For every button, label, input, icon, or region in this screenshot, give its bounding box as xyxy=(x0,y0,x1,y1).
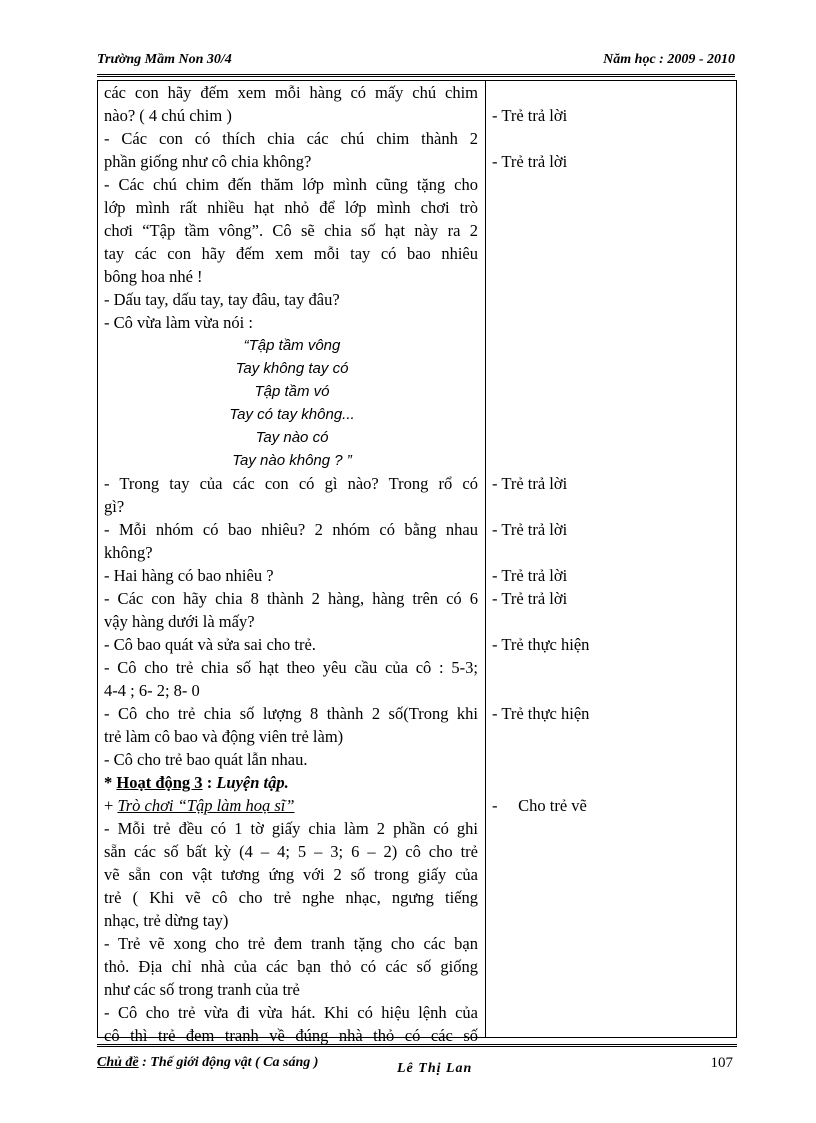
poem-line: “Tập tầm vông xyxy=(243,337,341,354)
text-line: trẻ ( Khi vẽ cô cho trẻ nghe nhạc, ngưng tiếng xyxy=(104,888,478,907)
child-response: - Trẻ trả lời xyxy=(492,106,568,125)
teacher-activities-column xyxy=(98,81,486,1045)
heading-name: Luyện tập. xyxy=(216,773,289,792)
text-line: chơi “Tập tầm vông”. Cô sẽ chia số hạt này ra 2 xyxy=(104,221,478,240)
child-response: - Trẻ trả lời xyxy=(492,520,568,539)
text-line: - Cô bao quát và sửa sai cho trẻ. xyxy=(104,635,316,654)
text-line: - Hai hàng có bao nhiêu ? xyxy=(104,566,274,585)
text-line: vẽ sẵn con vật tương ứng với 2 số trong giấy của xyxy=(104,865,478,884)
text-line: phần giống như cô chia không? xyxy=(104,152,312,171)
page-number: 107 xyxy=(710,1055,733,1071)
page-header xyxy=(97,50,735,77)
poem-line: Tay có tay không... xyxy=(229,406,355,423)
poem-line: Tập tầm vó xyxy=(254,383,330,400)
text-line: không? xyxy=(104,543,153,562)
text-line: các con hãy đếm xem mỗi hàng có mấy chú chim xyxy=(104,83,478,102)
text-line: - Các con có thích chia các chú chim thành 2 xyxy=(104,129,478,148)
text-line: - Cô cho trẻ chia số lượng 8 thành 2 số(Trong khi xyxy=(104,704,478,723)
text-line: cô thì trẻ đem tranh về đúng nhà thỏ có các số xyxy=(104,1026,478,1045)
child-response: - Trẻ thực hiện xyxy=(492,635,590,654)
topic-text: : Thế giới động vật ( Ca sáng ) xyxy=(138,1055,319,1070)
child-response: - Trẻ trả lời xyxy=(492,474,568,493)
school-name: Trường Mầm Non 30/4 xyxy=(97,52,232,67)
child-activities-column xyxy=(486,81,736,1037)
text-line: - Cô cho trẻ bao quát lẫn nhau. xyxy=(104,750,308,769)
text-line: - Mỗi nhóm có bao nhiêu? 2 nhóm có bằng nhau xyxy=(104,520,478,539)
text-line: gì? xyxy=(104,497,125,516)
child-response: - Trẻ trả lời xyxy=(492,152,568,171)
heading-colon: : xyxy=(202,773,217,792)
text-line: - Các con hãy chia 8 thành 2 hàng, hàng trên có 6 xyxy=(104,589,478,608)
child-response: - Trẻ trả lời xyxy=(492,566,568,585)
text-line: - Cô vừa làm vừa nói : xyxy=(104,313,253,332)
poem-line: Tay nào có xyxy=(255,429,329,446)
text-line: tay các con hãy đếm xem mỗi tay có bao nhiêu xyxy=(104,244,478,263)
game-title-line xyxy=(104,794,295,817)
school-year: Năm học : 2009 - 2010 xyxy=(603,52,735,67)
text-line: như các số trong tranh của trẻ xyxy=(104,980,300,999)
text-line: nhạc, trẻ dừng tay) xyxy=(104,911,229,930)
text-line: - Cô cho trẻ vừa đi vừa hát. Khi có hiệu lệnh của xyxy=(104,1003,478,1022)
child-response: - Trẻ thực hiện xyxy=(492,704,590,723)
text-line: trẻ làm cô bao và động viên trẻ làm) xyxy=(104,727,344,746)
activity-3-heading xyxy=(104,771,289,794)
poem-line: Tay không tay có xyxy=(235,360,349,377)
child-response: - Cho trẻ vẽ xyxy=(492,796,587,815)
page-footer xyxy=(97,1044,737,1081)
text-line: - Dấu tay, dấu tay, tay đâu, tay đâu? xyxy=(104,290,340,309)
text-line: - Các chú chim đến thăm lớp mình cũng tặng cho xyxy=(104,175,478,194)
poem-line: Tay nào không ? ” xyxy=(232,452,352,469)
text-line: sẵn các số bất kỳ (4 – 4; 5 – 3; 6 – 2) cô cho trẻ xyxy=(104,842,478,861)
heading-star: * xyxy=(104,773,117,792)
heading-title: Hoạt động 3 xyxy=(116,773,203,792)
text-line: lớp mình rất nhiều hạt nhỏ để lớp mình chơi trò xyxy=(104,198,478,217)
text-line: - Cô cho trẻ chia số hạt theo yêu cầu của cô : 5-3; xyxy=(104,658,478,677)
game-title: Trò chơi “Tập làm hoạ sĩ” xyxy=(117,796,295,815)
author-name: Lê Thị Lan xyxy=(397,1061,473,1076)
child-response: - Trẻ trả lời xyxy=(492,589,568,608)
text-line: - Mỗi trẻ đều có 1 tờ giấy chia làm 2 phần có ghi xyxy=(104,819,478,838)
text-line: bông hoa nhé ! xyxy=(104,267,203,286)
text-line: vậy hàng dưới là mấy? xyxy=(104,612,255,631)
text-line: - Trẻ vẽ xong cho trẻ đem tranh tặng cho các bạn xyxy=(104,934,478,953)
text-line: 4-4 ; 6- 2; 8- 0 xyxy=(104,681,200,700)
lesson-table xyxy=(97,80,737,1045)
text-line: nào? ( 4 chú chim ) xyxy=(104,106,232,125)
topic-label: Chủ đề xyxy=(97,1055,139,1070)
text-line: - Trong tay của các con có gì nào? Trong rổ có xyxy=(104,474,478,493)
game-plus: + xyxy=(104,796,118,815)
text-line: thỏ. Địa chỉ nhà của các bạn thỏ có các số giống xyxy=(104,957,478,976)
topic xyxy=(97,1055,318,1071)
